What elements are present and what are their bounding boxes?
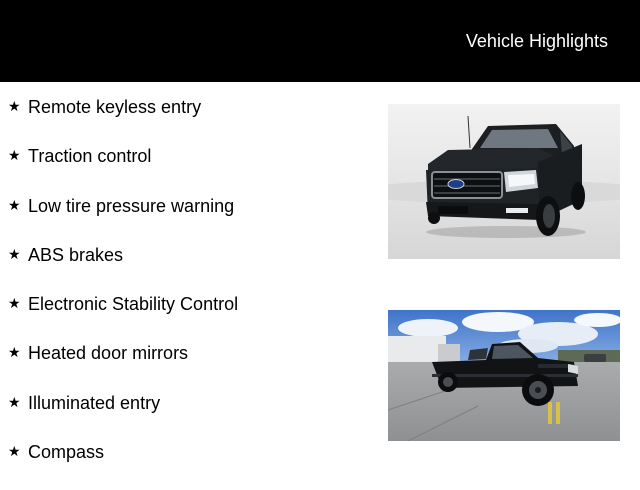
feature-label: Heated door mirrors — [28, 343, 189, 364]
header-bar — [0, 0, 640, 82]
feature-label: ABS brakes — [28, 244, 124, 265]
feature-label: Electronic Stability Control — [28, 294, 239, 315]
star-icon: ★ — [8, 245, 21, 262]
feature-item — [8, 392, 238, 441]
feature-label: Traction control — [28, 146, 152, 167]
star-icon: ★ — [8, 147, 21, 164]
star-icon: ★ — [8, 344, 21, 361]
vehicle-photo-side — [388, 310, 620, 441]
star-icon: ★ — [8, 196, 21, 213]
page-title: Vehicle Highlights — [465, 31, 608, 51]
feature-label: Remote keyless entry — [28, 97, 202, 117]
feature-item — [8, 96, 238, 145]
vehicle-photo-front — [388, 104, 620, 259]
star-icon: ★ — [8, 393, 21, 410]
feature-item — [8, 342, 238, 391]
star-icon: ★ — [8, 295, 21, 312]
feature-label: Compass — [28, 442, 105, 463]
feature-label: Low tire pressure warning — [28, 195, 235, 216]
feature-list — [8, 96, 238, 490]
feature-label: Illuminated entry — [28, 392, 161, 413]
feature-item — [8, 195, 238, 244]
feature-item — [8, 145, 238, 194]
star-icon: ★ — [8, 98, 21, 114]
feature-item — [8, 293, 238, 342]
feature-item — [8, 244, 238, 293]
star-icon: ★ — [8, 443, 21, 460]
feature-item — [8, 441, 238, 490]
